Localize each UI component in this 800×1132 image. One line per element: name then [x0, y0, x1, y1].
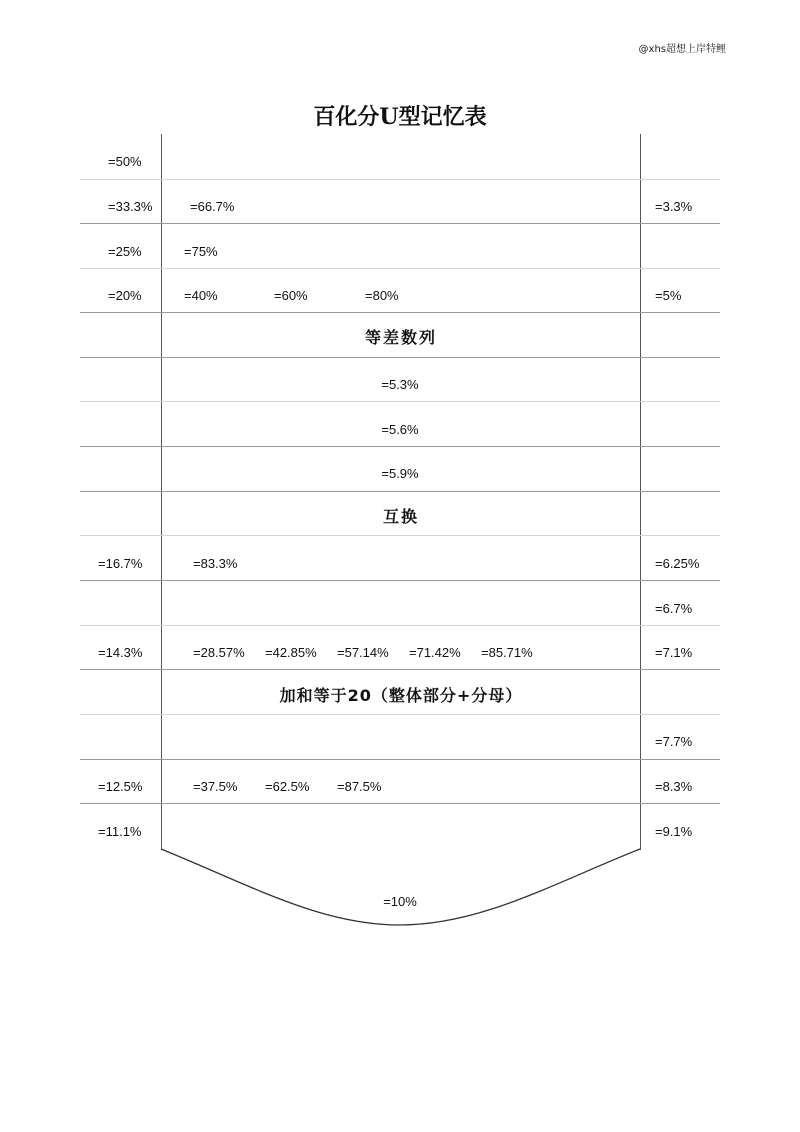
- cell-mid: =85.71%: [481, 645, 533, 660]
- cell-mid: =80%: [365, 288, 399, 303]
- cell-mid: =57.14%: [337, 645, 389, 660]
- cell-mid: =87.5%: [337, 779, 382, 794]
- cell-left: =25%: [108, 244, 142, 259]
- cell-mid: =60%: [274, 288, 308, 303]
- cell-mid: =28.57%: [193, 645, 245, 660]
- cell-left: =11.1%: [98, 824, 142, 839]
- cell-mid: =40%: [184, 288, 218, 303]
- watermark: @xhs超想上岸特鲤: [638, 44, 726, 55]
- cell-left: =14.3%: [98, 645, 143, 660]
- cell-center: =5.3%: [381, 377, 419, 392]
- section-heading: 互换: [382, 507, 419, 526]
- cell-right: =9.1%: [655, 824, 693, 839]
- section-heading: 等差数列: [364, 328, 437, 347]
- cell-right: =7.7%: [655, 734, 693, 749]
- cell-left: =33.3%: [108, 199, 153, 214]
- cell-center: =5.9%: [381, 466, 419, 481]
- section-heading: 加和等于20（整体部分+分母）: [279, 686, 523, 705]
- cell-mid: =37.5%: [193, 779, 238, 794]
- cell-mid: =62.5%: [265, 779, 310, 794]
- cell-mid: =42.85%: [265, 645, 317, 660]
- cell-mid: =71.42%: [409, 645, 461, 660]
- cell-right: =6.7%: [655, 601, 693, 616]
- cell-center: =5.6%: [381, 422, 419, 437]
- cell-right: =3.3%: [655, 199, 693, 214]
- cell-mid: =66.7%: [190, 199, 235, 214]
- cell-left: =50%: [108, 154, 142, 169]
- cell-right: =6.25%: [655, 556, 700, 571]
- cell-left: =16.7%: [98, 556, 143, 571]
- cell-bottom: =10%: [383, 894, 417, 909]
- cell-mid: =75%: [184, 244, 218, 259]
- cell-left: =20%: [108, 288, 142, 303]
- page-title: 百化分U型记忆表: [313, 104, 487, 130]
- cell-mid: =83.3%: [193, 556, 238, 571]
- cell-right: =5%: [655, 288, 682, 303]
- cell-left: =12.5%: [98, 779, 143, 794]
- cell-right: =7.1%: [655, 645, 693, 660]
- cell-right: =8.3%: [655, 779, 693, 794]
